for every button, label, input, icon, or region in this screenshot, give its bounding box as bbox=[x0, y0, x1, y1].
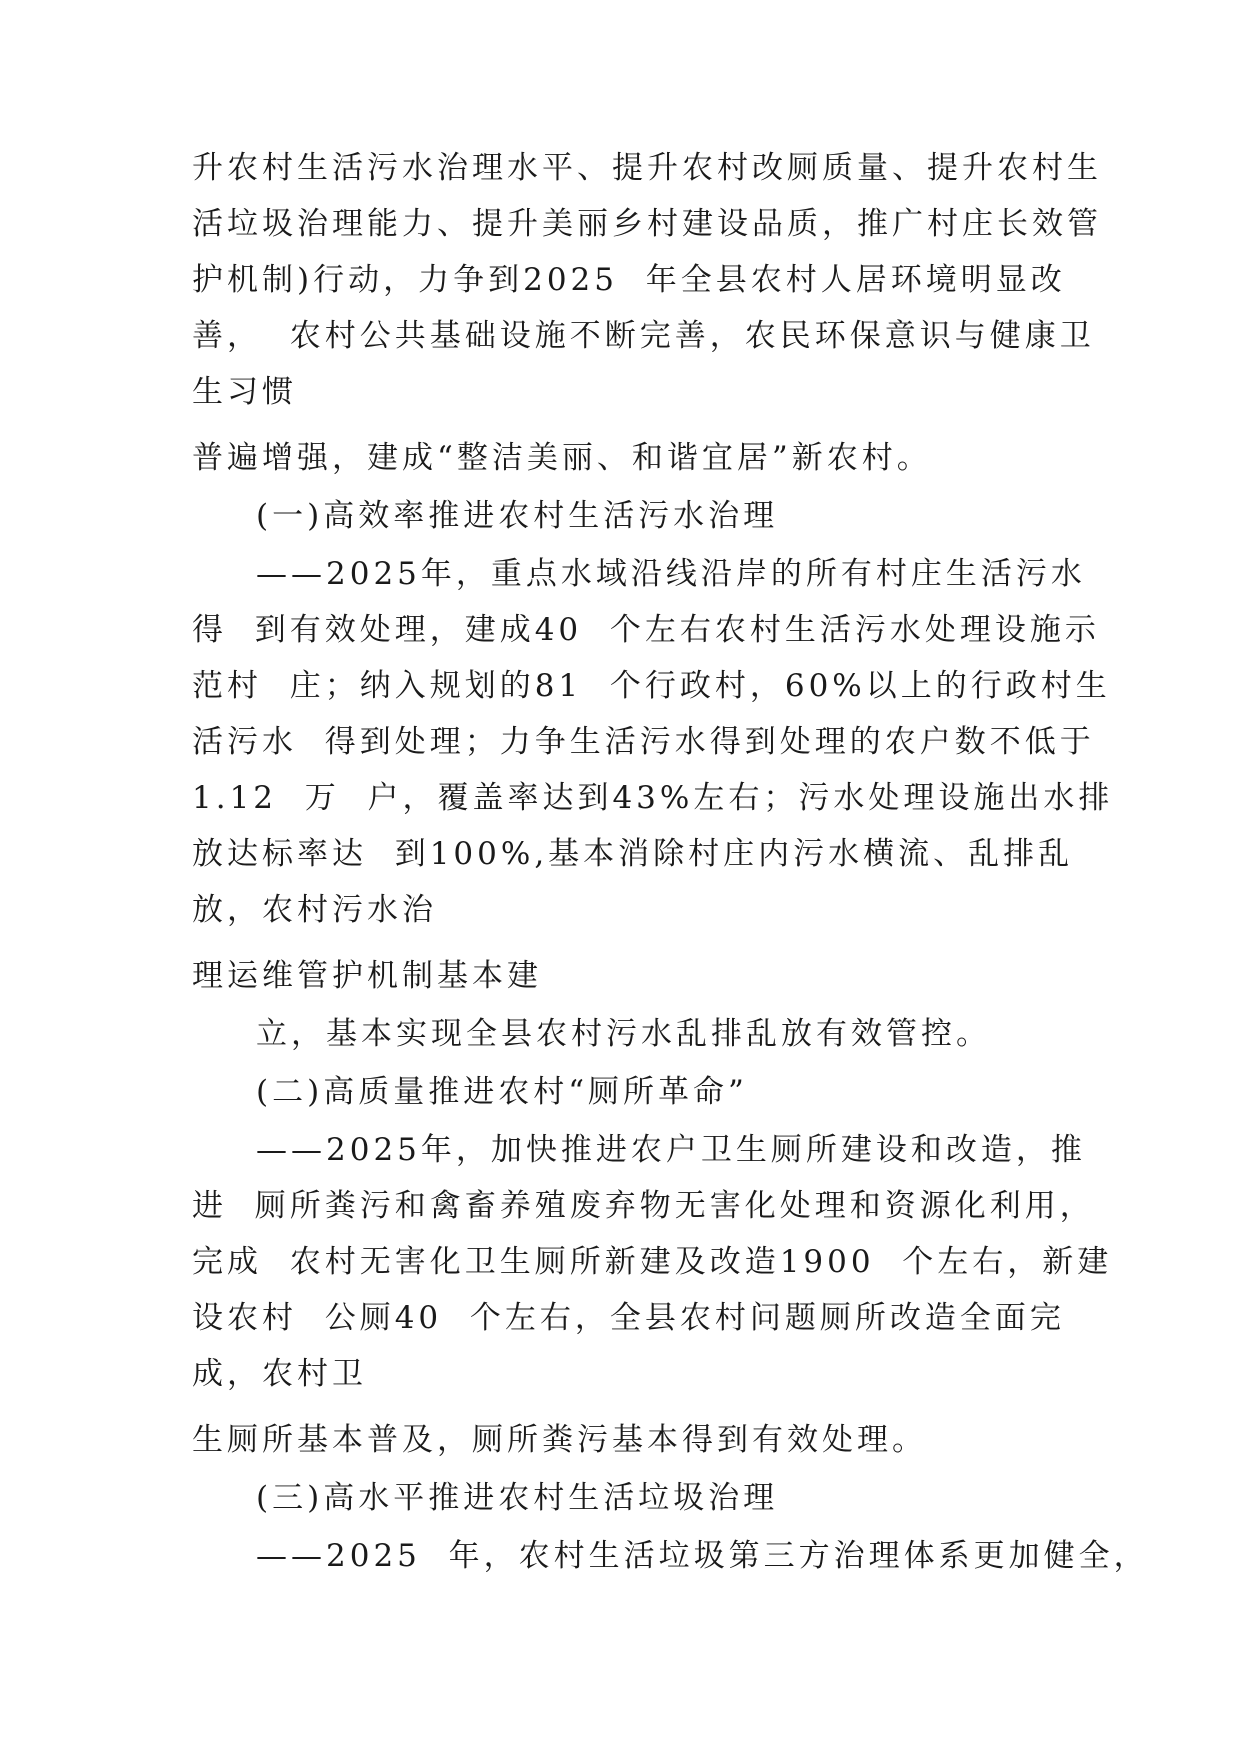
paragraph-line: 普遍增强，建成“整洁美丽、和谐宜居”新农村。 bbox=[192, 440, 932, 476]
paragraph-line: 活污水 得到处理；力争生活污水得到处理的农户数不低于 bbox=[192, 724, 1095, 760]
paragraph-line: 生习惯 bbox=[192, 374, 297, 410]
paragraph-line: 放达标率达 到100%,基本消除村庄内污水横流、乱排乱 bbox=[192, 836, 1074, 872]
paragraph-line: 范村 庄；纳入规划的81 个行政村，60%以上的行政村生 bbox=[192, 668, 1111, 704]
paragraph-line: 放，农村污水治 bbox=[192, 892, 437, 928]
paragraph-line: 设农村 公厕40 个左右，全县农村问题厕所改造全面完 bbox=[192, 1300, 1065, 1336]
paragraph-line: 护机制)行动，力争到2025 年全县农村人居环境明显改 bbox=[192, 262, 1066, 298]
paragraph-line: 生厕所基本普及，厕所粪污基本得到有效处理。 bbox=[192, 1422, 927, 1458]
paragraph-line: 立，基本实现全县农村污水乱排乱放有效管控。 bbox=[256, 1016, 991, 1052]
section-heading-2: (二)高质量推进农村“厕所革命” bbox=[256, 1074, 748, 1110]
paragraph-line: ——2025 年，农村生活垃圾第三方治理体系更加健全， bbox=[256, 1538, 1149, 1574]
paragraph-line: 升农村生活污水治理水平、提升农村改厕质量、提升农村生 bbox=[192, 150, 1102, 186]
paragraph-line: 活垃圾治理能力、提升美丽乡村建设品质，推广村庄长效管 bbox=[192, 206, 1102, 242]
paragraph-line: 理运维管护机制基本建 bbox=[192, 958, 542, 994]
paragraph-line: 善， 农村公共基础设施不断完善，农民环保意识与健康卫 bbox=[192, 318, 1095, 354]
paragraph-line: 进 厕所粪污和禽畜养殖废弃物无害化处理和资源化利用， bbox=[192, 1188, 1095, 1224]
section-heading-3: (三)高水平推进农村生活垃圾治理 bbox=[256, 1480, 779, 1516]
paragraph-line: 成，农村卫 bbox=[192, 1356, 367, 1392]
paragraph-line: ——2025年，重点水域沿线沿岸的所有村庄生活污水 bbox=[256, 556, 1086, 592]
paragraph-line: 得 到有效处理，建成40 个左右农村生活污水处理设施示 bbox=[192, 612, 1100, 648]
section-heading-1: (一)高效率推进农村生活污水治理 bbox=[256, 498, 779, 534]
paragraph-line: 1.12 万 户，覆盖率达到43%左右；污水处理设施出水排 bbox=[192, 780, 1114, 816]
paragraph-line: 完成 农村无害化卫生厕所新建及改造1900 个左右，新建 bbox=[192, 1244, 1113, 1280]
paragraph-line: ——2025年，加快推进农户卫生厕所建设和改造，推 bbox=[256, 1132, 1086, 1168]
